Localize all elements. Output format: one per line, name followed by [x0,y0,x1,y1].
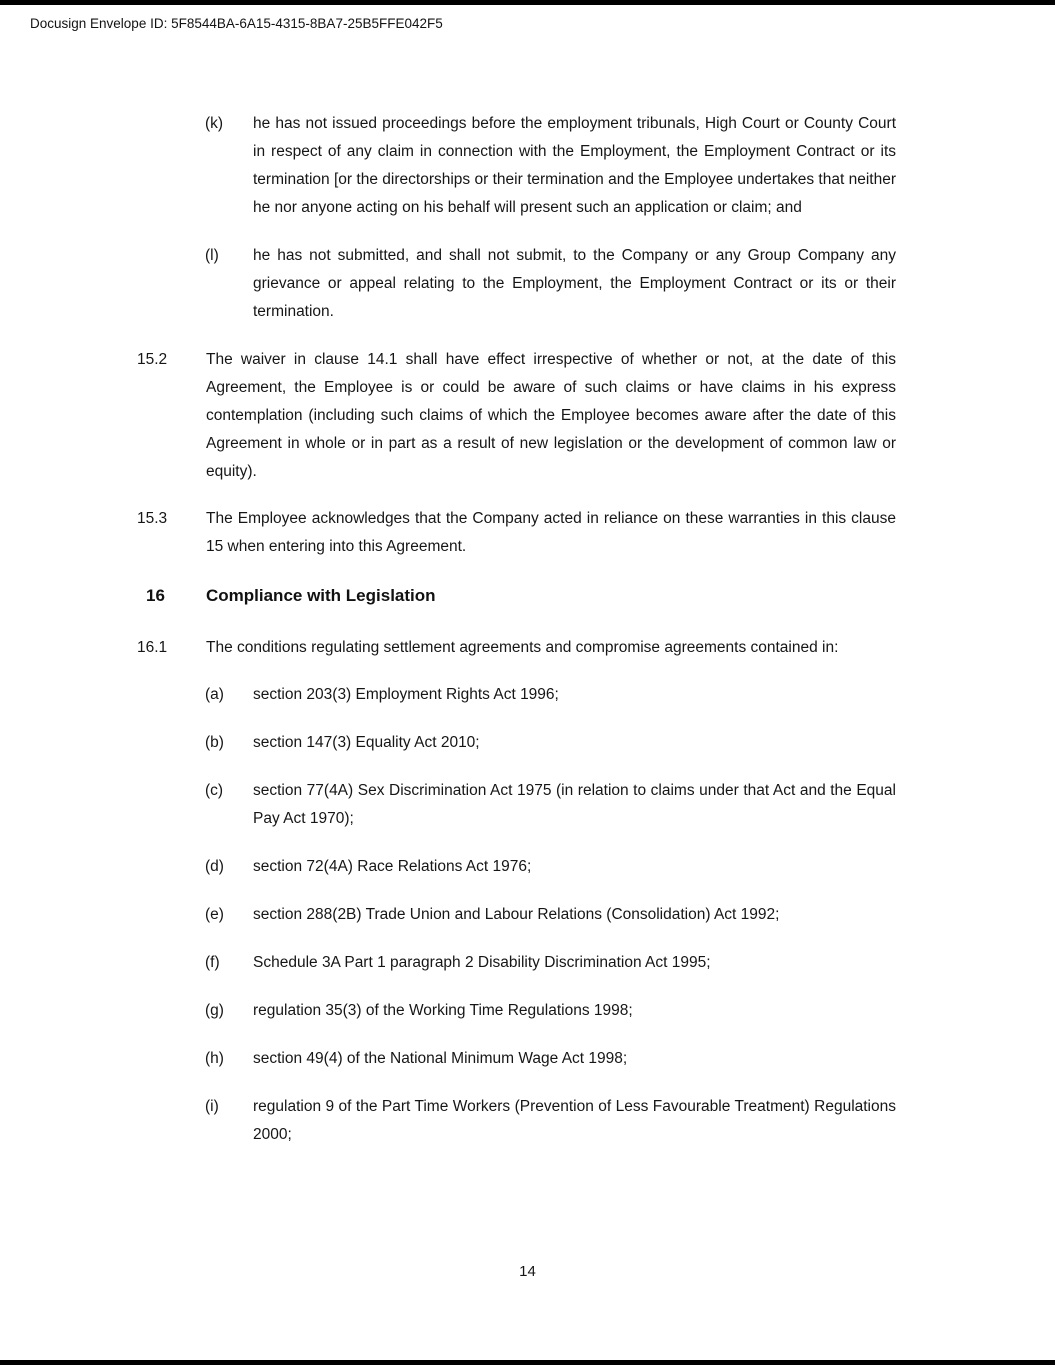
list-item-b [0,729,1055,757]
clause-text: The conditions regulating settlement agreements and compromise agreements contained in: [206,639,839,656]
clause-15-2 [0,346,1055,486]
list-item-c [0,777,1055,833]
list-item-text: section 77(4A) Sex Discrimination Act 1975 (in relation to claims under that Act and the Equal Pay Act 1970); [253,782,896,827]
list-item-f [0,949,1055,977]
list-item-label: (l) [205,247,219,264]
clause-number: 15.2 [137,351,168,368]
list-item-a [0,681,1055,709]
list-item-text: section 49(4) of the National Minimum Wage Act 1998; [253,1050,628,1067]
clause-number: 15.3 [137,510,168,527]
list-item-h [0,1045,1055,1073]
section-title: Compliance with Legislation [206,586,436,605]
section-heading-16 [0,581,1055,611]
list-item-text: section 147(3) Equality Act 2010; [253,734,480,751]
docusign-envelope-id: Docusign Envelope ID: 5F8544BA-6A15-4315-8BA7-25B5FFE042F5 [30,16,443,31]
list-item-label: (f) [205,954,220,971]
list-item-label: (h) [205,1050,224,1067]
list-item-g [0,997,1055,1025]
top-border [0,0,1055,5]
list-item-k [0,110,1055,222]
list-item-label: (g) [205,1002,224,1019]
list-item-text: Schedule 3A Part 1 paragraph 2 Disability Discrimination Act 1995; [253,954,711,971]
bottom-border [0,1360,1055,1365]
list-item-label: (k) [205,115,224,132]
list-item-label: (a) [205,686,224,703]
section-number: 16 [146,586,165,605]
clause-number: 16.1 [137,639,168,656]
list-item-text: regulation 9 of the Part Time Workers (Prevention of Less Favourable Treatment) Regulations 2000; [253,1098,896,1143]
document-body [0,110,1055,1169]
list-item-text: he has not issued proceedings before the employment tribunals, High Court or County Court in respect of any claim in connection with the Employment, the Employment Contract or its termination [or the directorships or their termination and the Employee undertakes that neither he nor anyone acting on his behalf will present such an application or claim; and [253,115,896,216]
list-item-text: section 288(2B) Trade Union and Labour Relations (Consolidation) Act 1992; [253,906,780,923]
clause-16-1 [0,634,1055,662]
list-item-text: section 203(3) Employment Rights Act 1996; [253,686,559,703]
clause-text: The waiver in clause 14.1 shall have effect irrespective of whether or not, at the date of this Agreement, the Employee is or could be aware of such claims or have claims in his express contemplation (including such claims of which the Employee becomes aware after the date of this Agreement in whole or in part as a result of new legislation or the development of common law or equity). [206,351,896,480]
list-item-label: (i) [205,1098,219,1115]
list-item-d [0,853,1055,881]
clause-15-3 [0,505,1055,561]
list-item-label: (b) [205,734,224,751]
list-item-text: regulation 35(3) of the Working Time Regulations 1998; [253,1002,633,1019]
list-item-label: (c) [205,782,224,799]
list-item-text: he has not submitted, and shall not submit, to the Company or any Group Company any grievance or appeal relating to the Employment, the Employment Contract or its or their termination. [253,247,896,320]
list-item-l [0,242,1055,326]
list-item-label: (e) [205,906,224,923]
clause-text: The Employee acknowledges that the Company acted in reliance on these warranties in this clause 15 when entering into this Agreement. [206,510,896,555]
list-item-i [0,1093,1055,1149]
page-number: 14 [519,1263,536,1280]
list-item-e [0,901,1055,929]
list-item-label: (d) [205,858,224,875]
list-item-text: section 72(4A) Race Relations Act 1976; [253,858,532,875]
